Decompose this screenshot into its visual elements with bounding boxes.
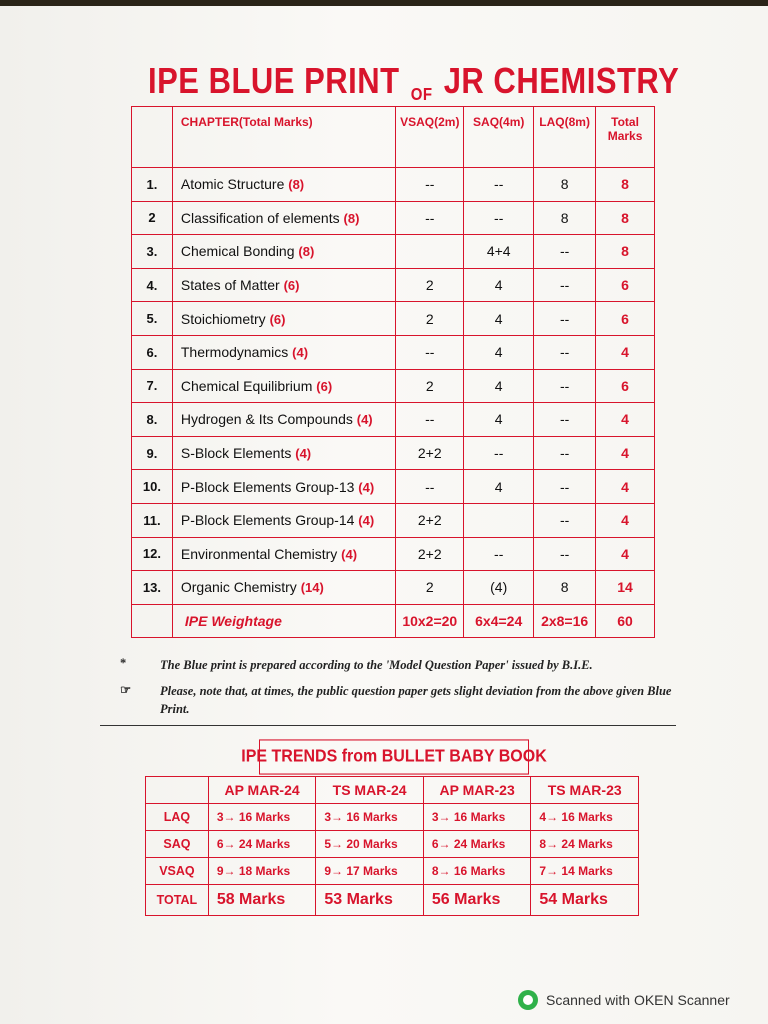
serial-number: 7.: [132, 369, 173, 403]
vsaq-cell: 2+2: [396, 537, 464, 571]
serial-number: 8.: [132, 403, 173, 437]
vsaq-cell: 2+2: [396, 503, 464, 537]
trends-col-header: TS MAR-23: [531, 777, 639, 804]
trends-row-label: VSAQ: [146, 858, 209, 885]
total-cell: 4: [596, 537, 655, 571]
vsaq-cell: 2+2: [396, 436, 464, 470]
trends-cell: 9→ 17 Marks: [316, 858, 424, 885]
saq-cell: 4+4: [464, 235, 534, 269]
scan-edge: [0, 0, 768, 6]
vsaq-cell: --: [396, 168, 464, 202]
trends-cell: 3→ 16 Marks: [208, 804, 316, 831]
trends-cell: 53 Marks: [316, 885, 424, 916]
saq-cell: 4: [464, 470, 534, 504]
trends-cell: 3→ 16 Marks: [316, 804, 424, 831]
chapter-marks: (8): [288, 177, 305, 193]
saq-cell: --: [464, 168, 534, 202]
vsaq-cell: --: [396, 335, 464, 369]
scanner-watermark: [518, 990, 730, 1010]
trends-row: [146, 804, 639, 831]
saq-cell: 4: [464, 302, 534, 336]
trends-cell: 4→ 16 Marks: [531, 804, 639, 831]
title-sub: JR CHEMISTRY: [443, 60, 680, 102]
weightage-row: [132, 604, 655, 638]
chapter-marks: (6): [283, 278, 300, 294]
vsaq-cell: --: [396, 201, 464, 235]
trends-cell: 8→ 16 Marks: [423, 858, 531, 885]
header-total: Total Marks: [596, 107, 655, 168]
chapter-marks: (4): [356, 412, 373, 428]
weightage-vsaq: 10x2=20: [396, 604, 464, 638]
note-text: The Blue print is prepared according to the 'Model Question Paper' issued by B.I.E.: [160, 658, 593, 672]
saq-cell: 4: [464, 268, 534, 302]
trends-cell: 58 Marks: [208, 885, 316, 916]
header-laq: LAQ(8m): [534, 107, 596, 168]
chapter-name: Classification of elements: [180, 209, 340, 226]
chapter-marks: (6): [269, 311, 286, 327]
total-cell: 8: [596, 168, 655, 202]
laq-cell: --: [534, 235, 596, 269]
chapter-name: Stoichiometry: [180, 310, 266, 327]
blueprint-table: [131, 106, 655, 638]
serial-number: 6.: [132, 335, 173, 369]
total-cell: 14: [596, 571, 655, 605]
total-cell: 4: [596, 403, 655, 437]
chapter-name: Chemical Bonding: [180, 243, 295, 260]
serial-number: 1.: [132, 168, 173, 202]
trends-cell: 8→ 24 Marks: [531, 831, 639, 858]
saq-cell: (4): [464, 571, 534, 605]
trends-col-header: AP MAR-23: [423, 777, 531, 804]
trends-row: [146, 858, 639, 885]
weightage-laq: 2x8=16: [534, 604, 596, 638]
divider: [100, 725, 676, 726]
total-cell: 8: [596, 235, 655, 269]
trends-cell: 6→ 24 Marks: [423, 831, 531, 858]
chapter-marks: (8): [343, 210, 360, 226]
chapter-cell: [172, 571, 395, 605]
chapter-name: P-Block Elements Group-14: [180, 512, 355, 529]
total-cell: 4: [596, 503, 655, 537]
chapter-marks: (4): [358, 479, 375, 495]
blueprint-row: [132, 335, 655, 369]
chapter-cell: [172, 470, 395, 504]
chapter-name: Environmental Chemistry: [180, 545, 338, 562]
serial-number: 5.: [132, 302, 173, 336]
laq-cell: --: [534, 302, 596, 336]
chapter-name: Hydrogen & Its Compounds: [180, 411, 353, 428]
vsaq-cell: 2: [396, 369, 464, 403]
note-text: Please, note that, at times, the public question paper gets slight deviation from the above given Blue Print.: [160, 684, 672, 716]
weightage-label: IPE Weightage: [172, 604, 395, 638]
chapter-marks: (4): [341, 546, 358, 562]
vsaq-cell: [396, 235, 464, 269]
blueprint-row: [132, 503, 655, 537]
chapter-cell: [172, 503, 395, 537]
trends-cell: 54 Marks: [531, 885, 639, 916]
laq-cell: --: [534, 403, 596, 437]
chapter-cell: [172, 436, 395, 470]
title-of: OF: [410, 84, 433, 105]
total-cell: 4: [596, 335, 655, 369]
saq-cell: 4: [464, 403, 534, 437]
laq-cell: 8: [534, 571, 596, 605]
chapter-cell: [172, 369, 395, 403]
total-cell: 6: [596, 302, 655, 336]
chapter-name: Thermodynamics: [180, 344, 289, 361]
laq-cell: --: [534, 537, 596, 571]
header-serial: [132, 107, 173, 168]
trends-cell: 9→ 18 Marks: [208, 858, 316, 885]
laq-cell: --: [534, 436, 596, 470]
blueprint-row: [132, 571, 655, 605]
pointing-hand-icon: ☞: [120, 683, 132, 697]
chapter-marks: (14): [300, 580, 324, 596]
trends-col-header: AP MAR-24: [208, 777, 316, 804]
title-main: IPE BLUE PRINT: [148, 60, 400, 102]
chapter-marks: (6): [316, 378, 333, 394]
laq-cell: --: [534, 335, 596, 369]
oken-scanner-icon: [518, 990, 538, 1010]
trends-cell: 3→ 16 Marks: [423, 804, 531, 831]
chapter-cell: [172, 235, 395, 269]
saq-cell: [464, 503, 534, 537]
laq-cell: 8: [534, 168, 596, 202]
vsaq-cell: --: [396, 470, 464, 504]
laq-cell: 8: [534, 201, 596, 235]
trends-cell: 7→ 14 Marks: [531, 858, 639, 885]
scanner-text: Scanned with OKEN Scanner: [546, 992, 730, 1008]
blueprint-row: [132, 470, 655, 504]
chapter-name: Organic Chemistry: [180, 579, 297, 596]
trends-cell: 6→ 24 Marks: [208, 831, 316, 858]
chapter-name: S-Block Elements: [180, 445, 292, 462]
saq-cell: --: [464, 201, 534, 235]
blueprint-row: [132, 436, 655, 470]
total-cell: 4: [596, 470, 655, 504]
laq-cell: --: [534, 268, 596, 302]
chapter-cell: [172, 403, 395, 437]
trends-row-label: SAQ: [146, 831, 209, 858]
total-cell: 4: [596, 436, 655, 470]
weightage-blank: [132, 604, 173, 638]
trends-title: IPE TRENDS from BULLET BABY BOOK: [259, 739, 529, 774]
trends-cell: 56 Marks: [423, 885, 531, 916]
laq-cell: --: [534, 470, 596, 504]
trends-table: [145, 776, 639, 916]
trends-cell: 5→ 20 Marks: [316, 831, 424, 858]
vsaq-cell: --: [396, 403, 464, 437]
weightage-saq: 6x4=24: [464, 604, 534, 638]
blueprint-row: [132, 369, 655, 403]
serial-number: 4.: [132, 268, 173, 302]
trends-corner: [146, 777, 209, 804]
chapter-name: Atomic Structure: [180, 176, 285, 193]
chapter-marks: (4): [292, 345, 309, 361]
header-chapter: CHAPTER(Total Marks): [172, 107, 395, 168]
weightage-total: 60: [596, 604, 655, 638]
chapter-name: Chemical Equilibrium: [180, 377, 313, 394]
trends-header-row: [146, 777, 639, 804]
blueprint-row: [132, 403, 655, 437]
total-cell: 6: [596, 369, 655, 403]
total-cell: 8: [596, 201, 655, 235]
serial-number: 13.: [132, 571, 173, 605]
chapter-name: P-Block Elements Group-13: [180, 478, 355, 495]
blueprint-header-row: [132, 107, 655, 168]
laq-cell: --: [534, 503, 596, 537]
chapter-marks: (4): [358, 513, 375, 529]
header-saq: SAQ(4m): [464, 107, 534, 168]
laq-cell: --: [534, 369, 596, 403]
chapter-cell: [172, 302, 395, 336]
chapter-cell: [172, 201, 395, 235]
header-vsaq: VSAQ(2m): [396, 107, 464, 168]
chapter-cell: [172, 335, 395, 369]
saq-cell: --: [464, 537, 534, 571]
chapter-cell: [172, 268, 395, 302]
trends-row: [146, 831, 639, 858]
trends-col-header: TS MAR-24: [316, 777, 424, 804]
vsaq-cell: 2: [396, 302, 464, 336]
serial-number: 12.: [132, 537, 173, 571]
page-title: [148, 60, 680, 112]
chapter-cell: [172, 168, 395, 202]
blueprint-row: [132, 235, 655, 269]
saq-cell: 4: [464, 335, 534, 369]
asterisk-icon: *: [120, 656, 127, 670]
serial-number: 3.: [132, 235, 173, 269]
blueprint-row: [132, 268, 655, 302]
blueprint-row: [132, 302, 655, 336]
serial-number: 10.: [132, 470, 173, 504]
blueprint-row: [132, 537, 655, 571]
chapter-marks: (8): [298, 244, 315, 260]
chapter-name: States of Matter: [180, 277, 280, 294]
vsaq-cell: 2: [396, 268, 464, 302]
chapter-cell: [172, 537, 395, 571]
trends-row-label: LAQ: [146, 804, 209, 831]
serial-number: 9.: [132, 436, 173, 470]
serial-number: 2: [132, 201, 173, 235]
trends-row-label: TOTAL: [146, 885, 209, 916]
trends-row: [146, 885, 639, 916]
saq-cell: --: [464, 436, 534, 470]
total-cell: 6: [596, 268, 655, 302]
vsaq-cell: 2: [396, 571, 464, 605]
blueprint-row: [132, 168, 655, 202]
serial-number: 11.: [132, 503, 173, 537]
blueprint-row: [132, 201, 655, 235]
saq-cell: 4: [464, 369, 534, 403]
chapter-marks: (4): [295, 446, 312, 462]
